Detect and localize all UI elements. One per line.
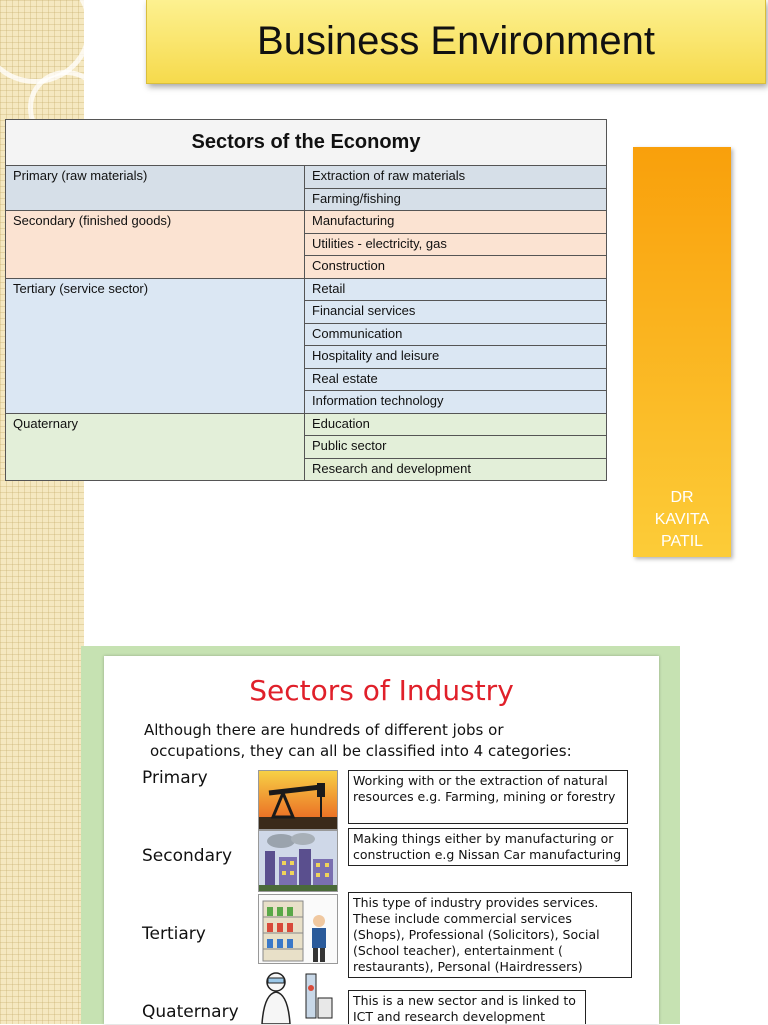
author-line-3: PATIL bbox=[660, 533, 704, 550]
activity-cell: Public sector bbox=[305, 436, 607, 459]
sector-label-primary: Primary bbox=[142, 768, 208, 788]
activity-cell: Financial services bbox=[305, 301, 607, 324]
sector-cell-quaternary: Quaternary bbox=[6, 413, 305, 481]
table-row bbox=[6, 166, 607, 189]
factory-icon bbox=[258, 830, 338, 892]
sector-label-tertiary: Tertiary bbox=[142, 924, 206, 944]
activity-cell: Research and development bbox=[305, 458, 607, 481]
sector-desc-tertiary: This type of industry provides services. These include commercial services (Shops), Professional (Solicitors), Social (School teacher), entertainment ( restaurants), Personal (Hairdressers) bbox=[348, 892, 632, 978]
intro-line-2: occupations, they can all be classified into 4 categories: bbox=[150, 742, 572, 760]
industry-title: Sectors of Industry bbox=[249, 674, 514, 707]
sector-cell-secondary: Secondary (finished goods) bbox=[6, 211, 305, 279]
activity-cell: Communication bbox=[305, 323, 607, 346]
intro-line-1: Although there are hundreds of different jobs or bbox=[144, 721, 504, 739]
activity-cell: Information technology bbox=[305, 391, 607, 414]
sector-desc-quaternary: This is a new sector and is linked to ICT and research development bbox=[348, 990, 586, 1024]
table-row bbox=[6, 211, 607, 234]
activity-cell: Construction bbox=[305, 256, 607, 279]
author-name bbox=[655, 487, 710, 553]
author-line-2: KAVITA bbox=[654, 511, 710, 528]
shop-worker-icon bbox=[258, 894, 338, 964]
sector-label-secondary: Secondary bbox=[142, 846, 233, 866]
industry-intro bbox=[144, 720, 644, 762]
title-banner bbox=[146, 0, 766, 84]
activity-cell: Extraction of raw materials bbox=[305, 166, 607, 189]
activity-cell: Manufacturing bbox=[305, 211, 607, 234]
sector-desc-primary: Working with or the extraction of natural resources e.g. Farming, mining or forestry bbox=[348, 770, 628, 824]
activity-cell: Farming/fishing bbox=[305, 188, 607, 211]
activity-cell: Retail bbox=[305, 278, 607, 301]
industry-card bbox=[104, 656, 659, 1024]
sector-cell-primary: Primary (raw materials) bbox=[6, 166, 305, 211]
page-title: Business Environment bbox=[257, 19, 655, 63]
activity-cell: Hospitality and leisure bbox=[305, 346, 607, 369]
activity-cell: Education bbox=[305, 413, 607, 436]
author-line-1: DR bbox=[670, 489, 694, 506]
researcher-icon bbox=[258, 968, 338, 1024]
economy-sectors-table bbox=[5, 119, 607, 481]
sector-label-quaternary: Quaternary bbox=[142, 1002, 239, 1022]
table-heading: Sectors of the Economy bbox=[6, 120, 607, 166]
oil-pump-icon bbox=[258, 770, 338, 830]
table-row bbox=[6, 413, 607, 436]
sector-desc-secondary: Making things either by manufacturing or construction e.g Nissan Car manufacturing bbox=[348, 828, 628, 866]
sector-cell-tertiary: Tertiary (service sector) bbox=[6, 278, 305, 413]
activity-cell: Utilities - electricity, gas bbox=[305, 233, 607, 256]
activity-cell: Real estate bbox=[305, 368, 607, 391]
table-row bbox=[6, 278, 607, 301]
author-box bbox=[633, 147, 731, 557]
